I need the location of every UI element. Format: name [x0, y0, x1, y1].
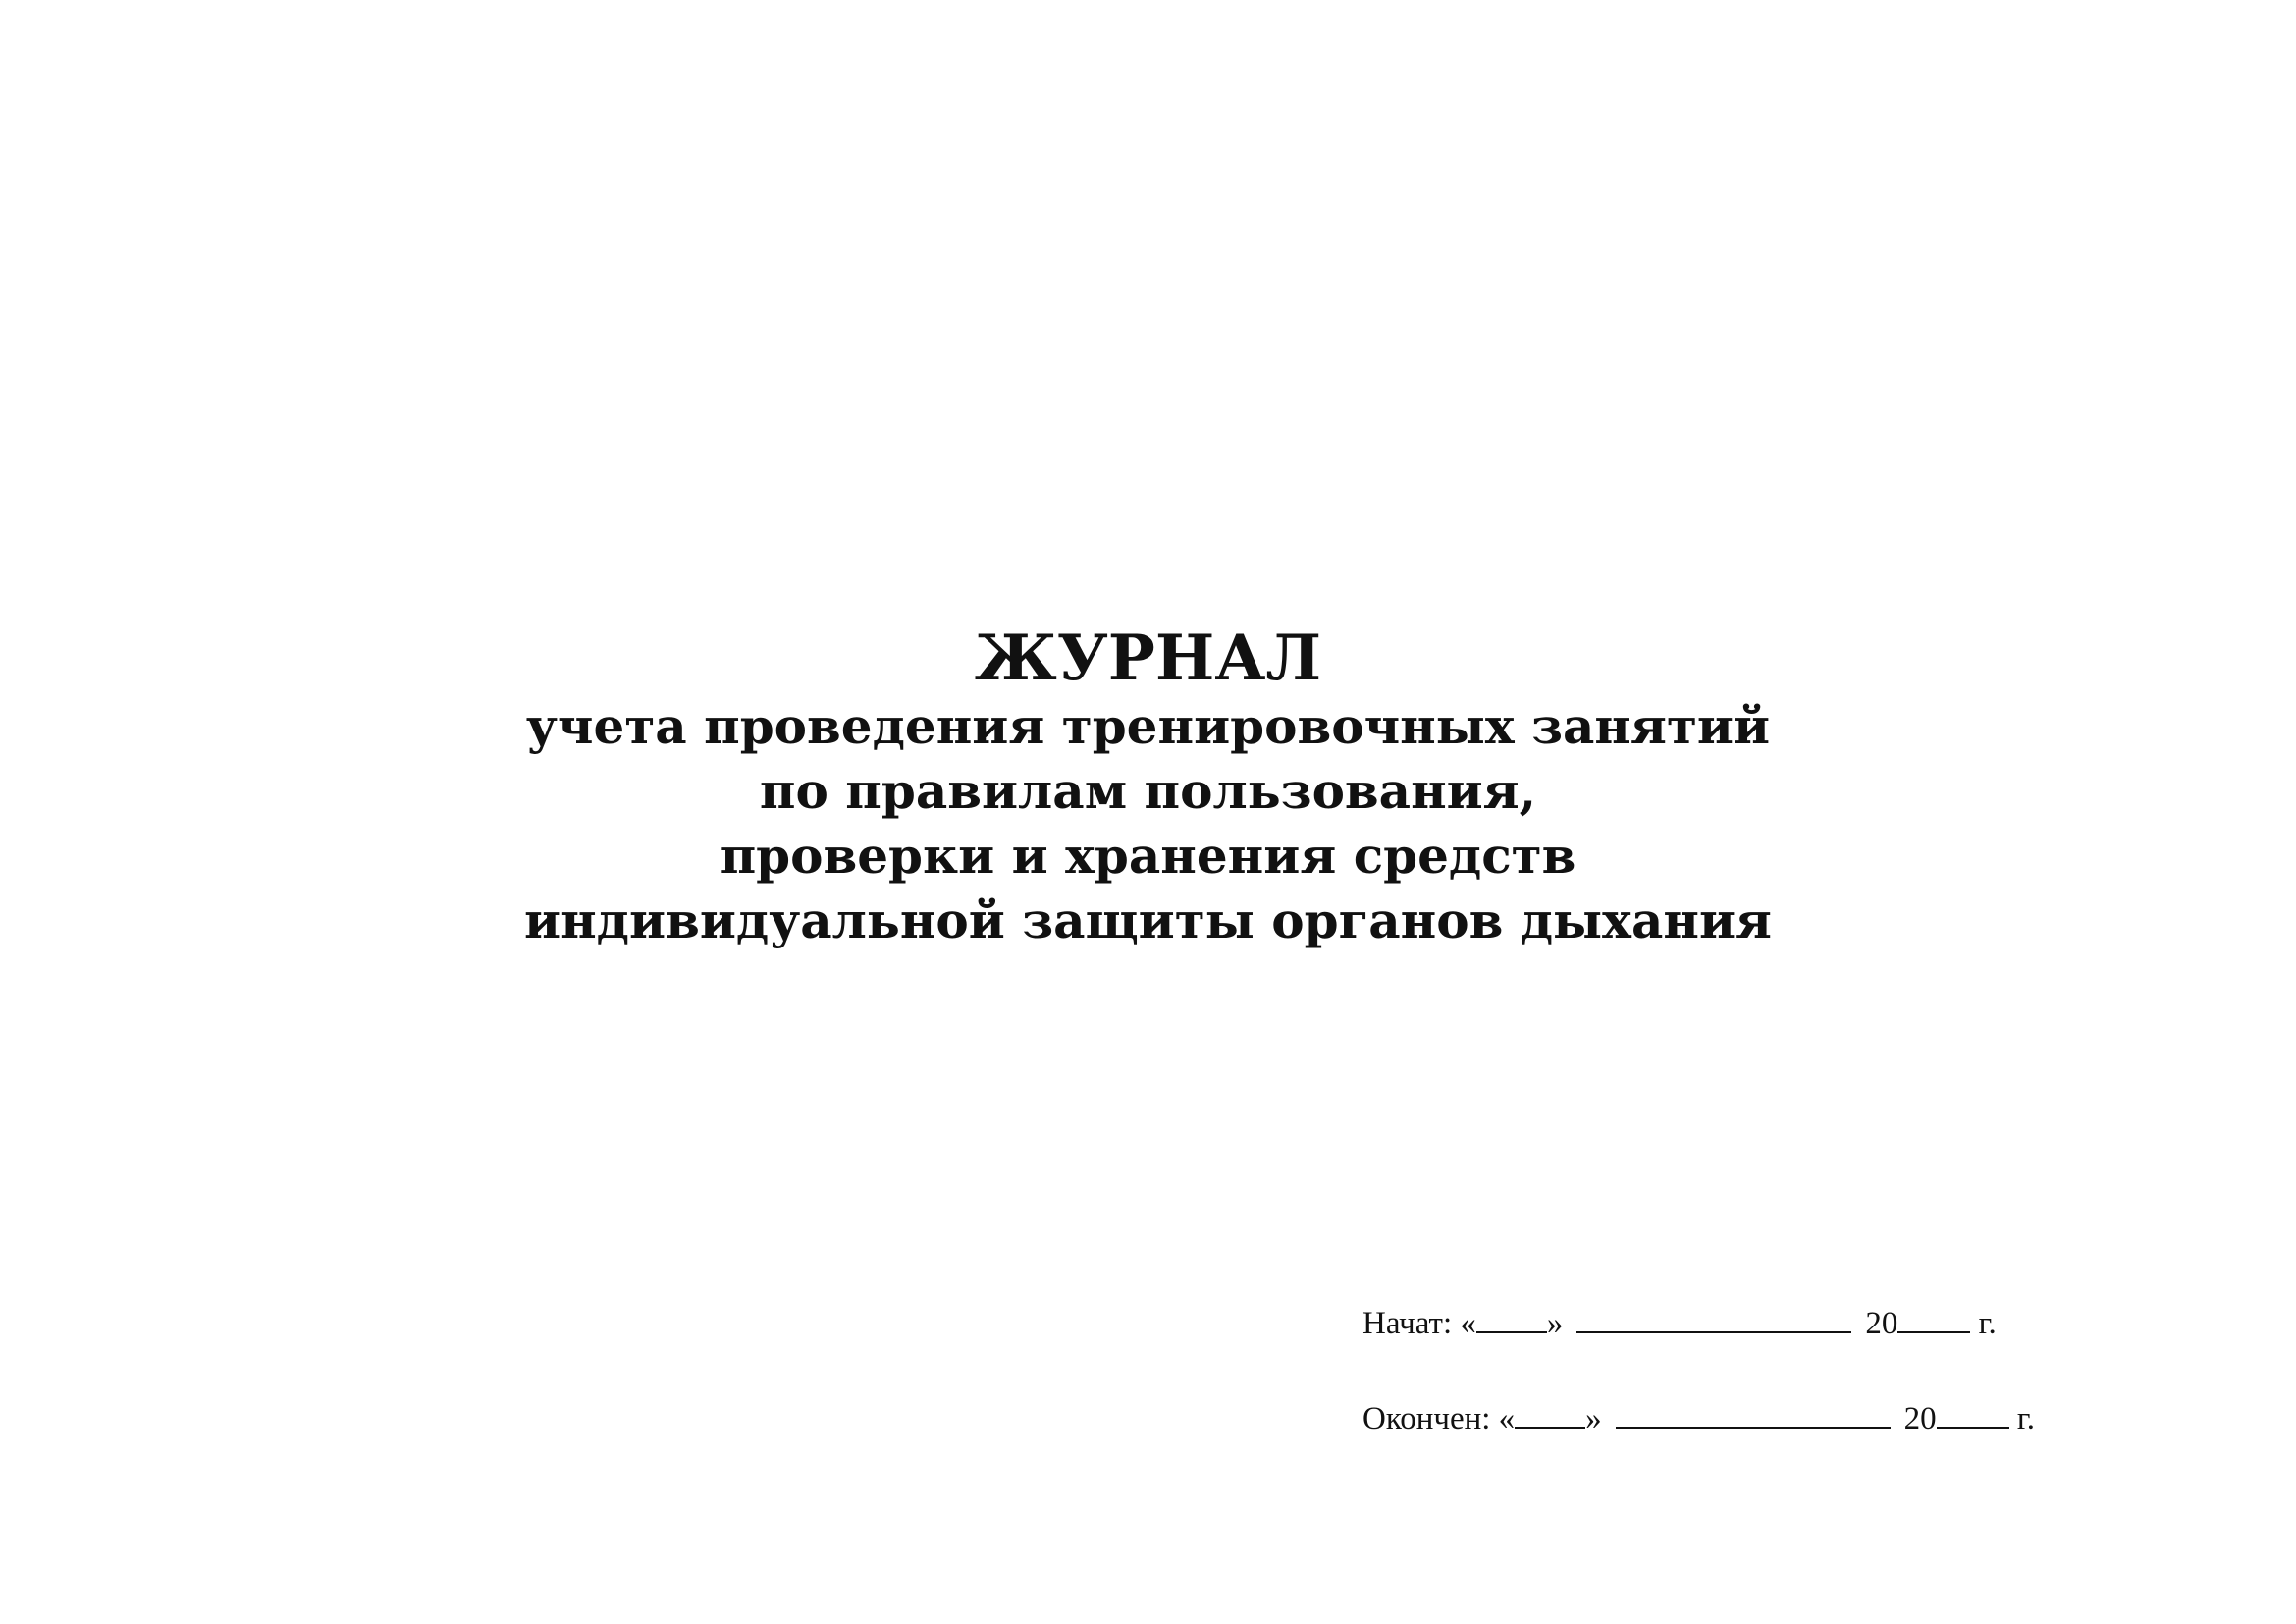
end-year-prefix: 20 [1903, 1401, 1937, 1436]
journal-subtitle-line-3: проверки и хранения средств [720, 827, 1576, 885]
end-date-row [1362, 1399, 2035, 1438]
journal-title-block [0, 623, 2296, 953]
start-date-row [1362, 1304, 2035, 1343]
end-year-suffix: г. [2016, 1401, 2035, 1436]
start-year-prefix: 20 [1865, 1306, 1898, 1341]
start-date-close-quote: » [1546, 1306, 1564, 1341]
journal-subtitle-line-1: учета проведения тренировочных занятий [525, 697, 1771, 755]
end-date-label: Окончен: [1362, 1401, 1491, 1436]
start-date-open-quote: « [1460, 1306, 1476, 1341]
start-date-label: Начат: [1362, 1306, 1453, 1341]
start-month-blank [1576, 1306, 1851, 1333]
journal-subtitle-line-2: по правилам пользования, [759, 762, 1537, 820]
end-date-open-quote: « [1498, 1401, 1516, 1436]
end-month-blank [1616, 1401, 1891, 1429]
journal-subtitle-line-4: индивидуальной защиты органов дыхания [524, 892, 1772, 949]
journal-title: ЖУРНАЛ [974, 622, 1322, 695]
start-day-blank [1476, 1306, 1547, 1333]
start-year-blank [1897, 1306, 1970, 1333]
end-day-blank [1515, 1401, 1585, 1429]
end-date-close-quote: » [1585, 1401, 1602, 1436]
date-fields [1362, 1304, 2035, 1438]
end-year-blank [1937, 1401, 2009, 1429]
start-year-suffix: г. [1978, 1306, 1997, 1341]
